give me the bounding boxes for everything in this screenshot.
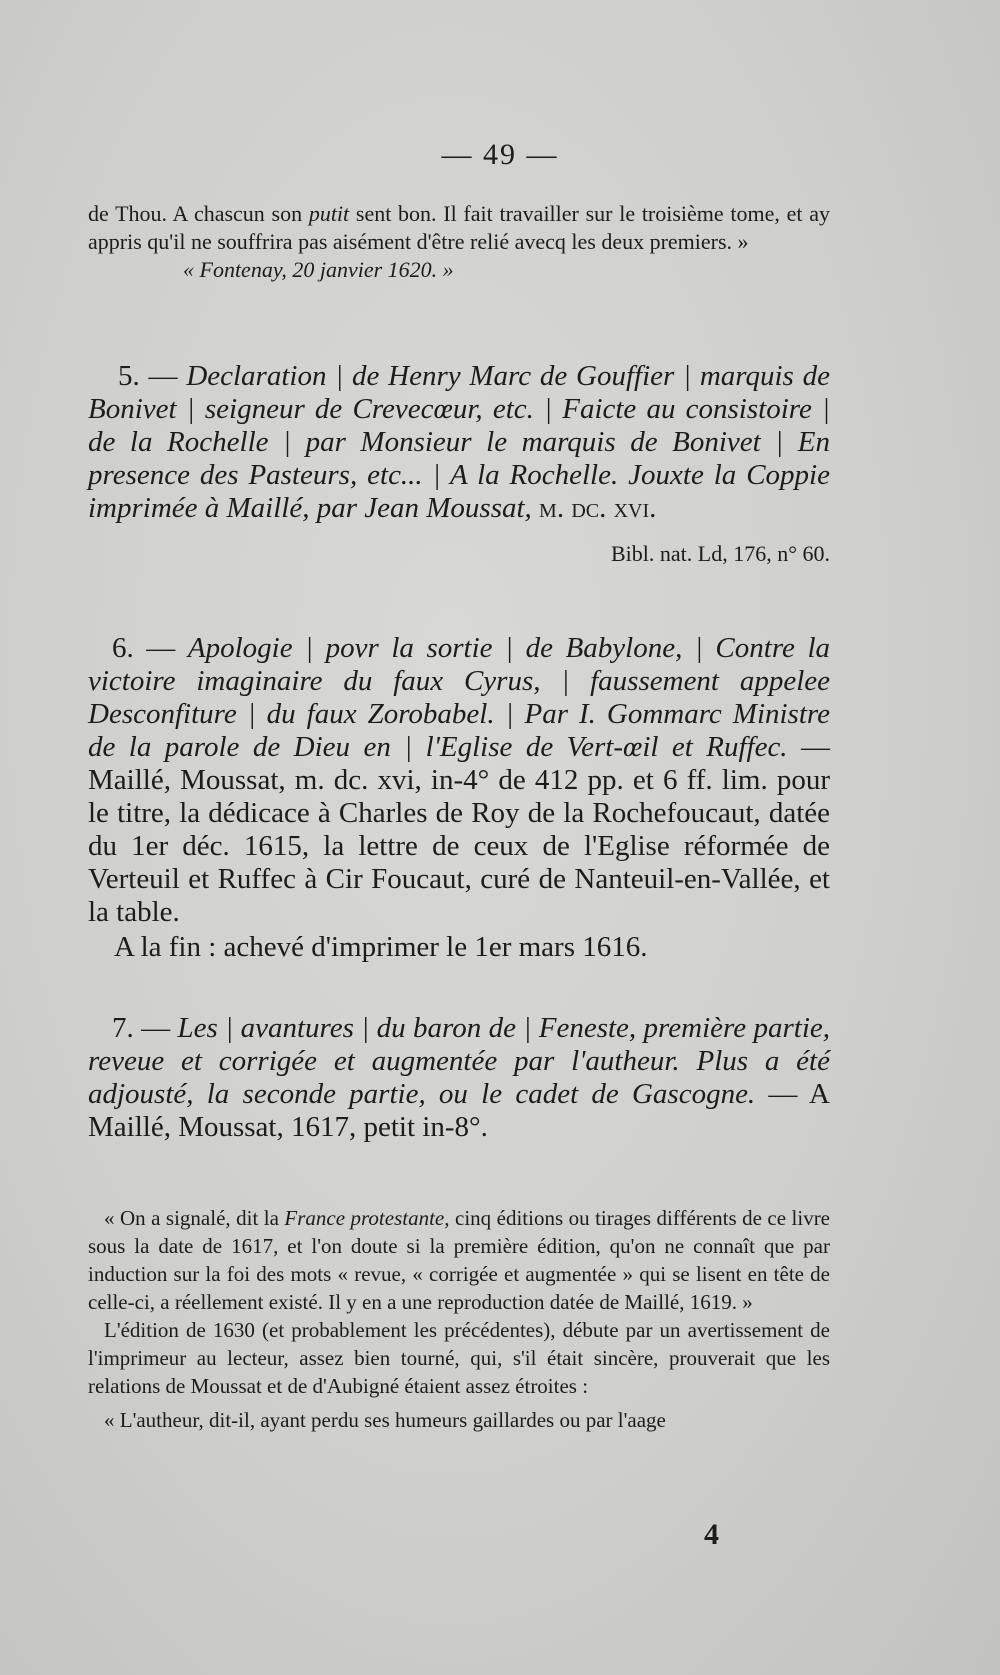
entry-6 <box>88 632 830 964</box>
letter-text-end: sent bon. Il fait travailler sur le troisième tome, et ay appris qu'il ne souffrira pas aisément d'être relié avecq les deux premiers. » <box>88 201 830 254</box>
note-3: « L'autheur, dit-il, ayant perdu ses humeurs gaillardes ou par l'aage <box>104 1408 666 1432</box>
entry-6-details: — Maillé, Moussat, m. dc. xvi, in-4° de 412 pp. et 6 ff. lim. pour le titre, la dédicace à Charles de Roy de la Rochefoucaut, datée du 1er déc. 1615, la lettre de ceux de l'Eglise réformée de Verteuil et Ruffec à Cir Foucaut, curé de Nanteuil-en-Vallée, et la table. <box>88 731 830 928</box>
entry-5 <box>88 360 830 570</box>
entry-5-number: 5. — <box>118 360 178 392</box>
entry-6-number: 6. — <box>112 632 176 664</box>
note-2: L'édition de 1630 (et probablement les précédentes), débute par un avertissement de l'imprimeur au lecteur, assez bien tourné, qui, s'il était sincère, prouverait que les relations de Moussat et de d'Aubigné étaient assez étroites : <box>88 1318 830 1398</box>
entry-7-title: Les | avantures | du baron de | Feneste, première partie, reveue et corrigée et augmentée par l'autheur. Plus a été adjousté, la seconde partie, ou le cadet de Gascogne. <box>88 1012 830 1110</box>
letter-text-start: de Thou. A chascun son <box>88 201 309 226</box>
notes <box>88 1204 830 1434</box>
entry-6-body <box>88 632 830 929</box>
entry-7-number: 7. — <box>112 1012 171 1044</box>
entry-6-end-note: A la fin : achevé d'imprimer le 1er mars 1616. <box>114 931 648 963</box>
entry-7 <box>88 1012 830 1144</box>
note-1 <box>88 1204 830 1316</box>
note-1-end: cinq éditions ou tirages différents de ce livre sous la date de 1617, et l'on doute si la première édition, qu'on ne connaît que par induction sur la foi des mots « revue, « corrigée et augmentée » qui se lisent en tête de celle-ci, a réellement existé. Il y en a une reproduction datée de Maillé, 1619. » <box>88 1206 831 1314</box>
letter-text <box>88 200 830 256</box>
letter-text-italic: putit <box>308 201 350 226</box>
signature-mark: 4 <box>704 1518 719 1551</box>
note-1-italic: France protestante, <box>284 1206 450 1230</box>
entry-7-details: — A Maillé, Moussat, 1617, petit in-8°. <box>88 1078 830 1143</box>
entry-5-title: Declaration | de Henry Marc de Gouffier | marquis de Bonivet | seigneur de Crevecœur, etc. | Faicte au consistoire | de la Rochelle | par Monsieur le marquis de Bonivet | En presence des Pasteurs, etc... | A la Rochelle. Jouxte la Coppie imprimée à Maillé, par Jean Moussat, <box>88 360 830 524</box>
entry-5-date: m. dc. xvi. <box>539 492 657 524</box>
note-1-start: « On a signalé, dit la <box>104 1206 285 1230</box>
entry-5-reference: Bibl. nat. Ld, 176, n° 60. <box>610 541 830 566</box>
letter-signature: « Fontenay, 20 janvier 1620. » <box>183 257 454 282</box>
entry-5-body <box>88 360 830 525</box>
continued-letter <box>88 200 830 284</box>
page-number: — 49 — <box>441 138 559 171</box>
entry-7-body <box>88 1012 830 1144</box>
entry-6-title: Apologie | povr la sortie | de Babylone, | Contre la victoire imaginaire du faux Cyrus, | faussement appelee Desconfiture | du faux Zorobabel. | Par I. Gommarc Ministre de la parole de Dieu en | l'Eglise de Vert-œil et Ruffec. <box>88 632 831 763</box>
